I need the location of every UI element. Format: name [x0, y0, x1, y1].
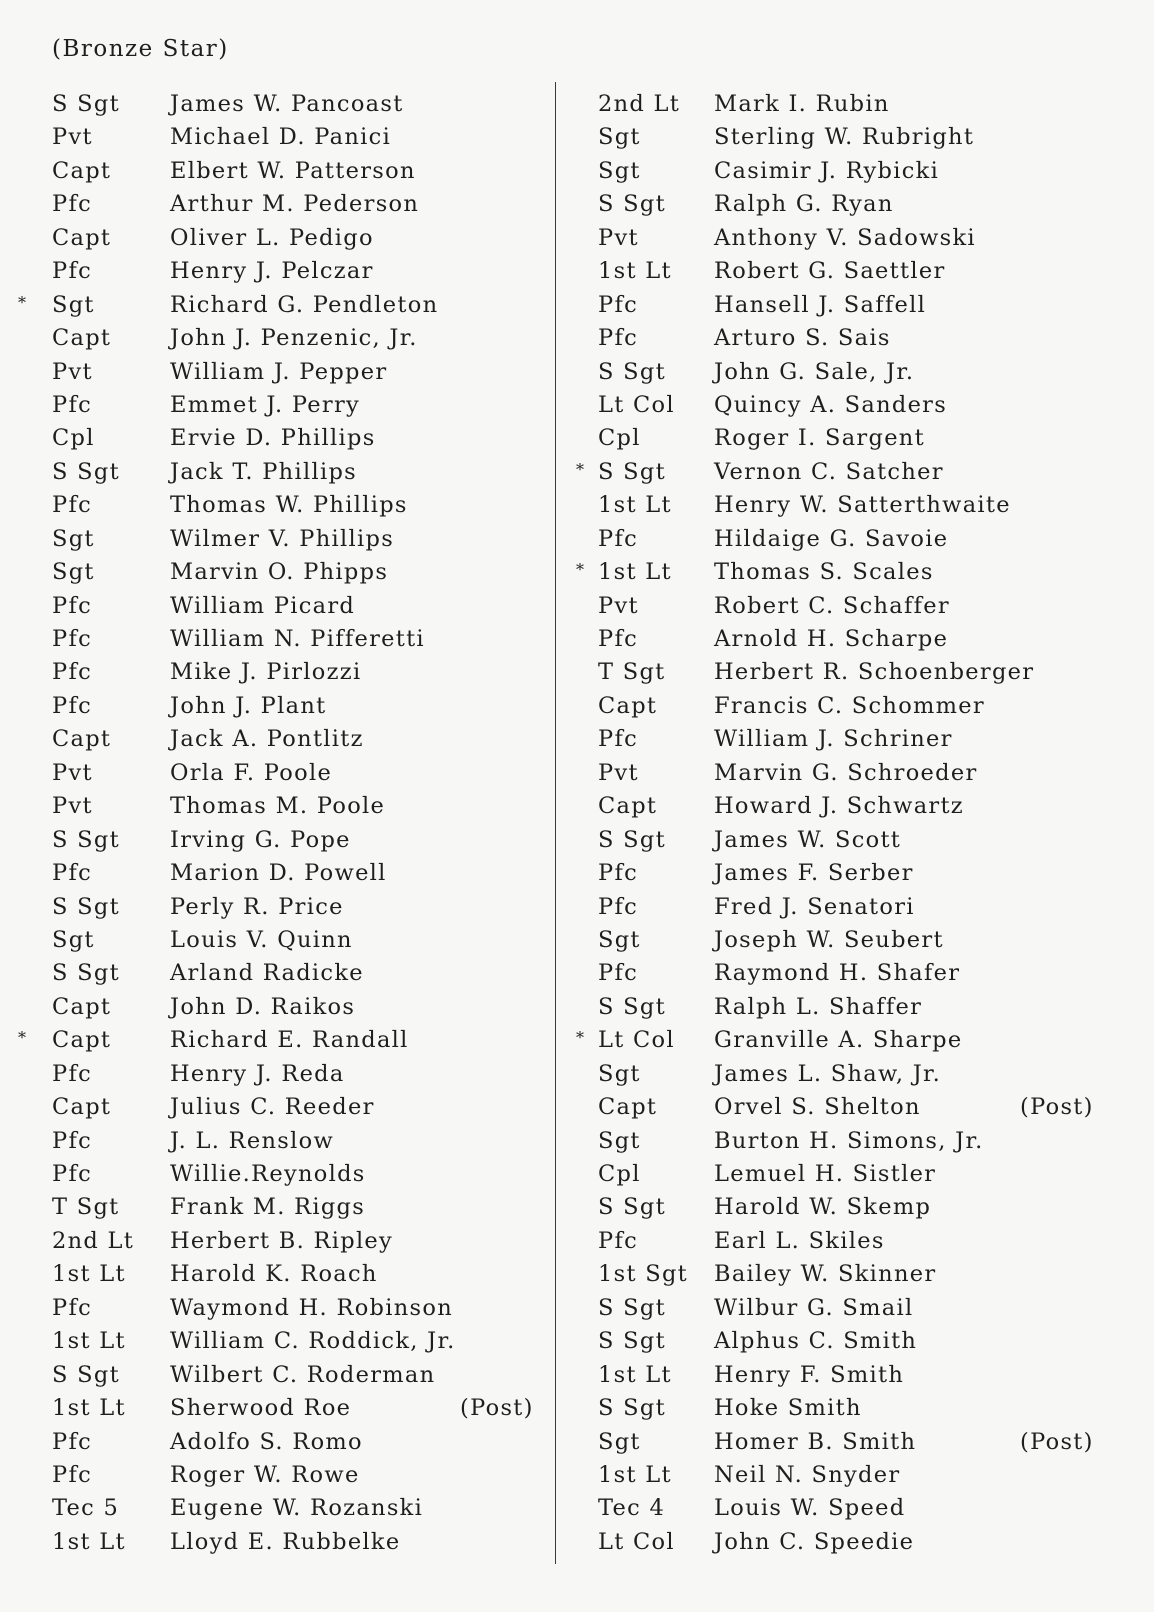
roster-entry — [18, 991, 538, 1024]
person-name: William C. Roddick, Jr. — [170, 1328, 456, 1355]
rank-label: Pfc — [52, 1294, 92, 1321]
person-name: Michael D. Panici — [170, 124, 392, 151]
person-name: Henry F. Smith — [714, 1361, 905, 1388]
person-name: Orvel S. Shelton — [714, 1094, 921, 1121]
rank-label: Pfc — [598, 860, 638, 887]
roster-entry — [18, 623, 538, 656]
roster-column-left — [18, 88, 538, 1559]
person-name: James L. Shaw, Jr. — [714, 1060, 942, 1087]
rank-label: S Sgt — [598, 1395, 666, 1422]
roster-entry — [560, 255, 1120, 288]
roster-entry — [18, 790, 538, 823]
roster-entry — [18, 489, 538, 522]
rank-label: Pvt — [52, 793, 93, 820]
roster-entry — [18, 1325, 538, 1358]
rank-label: Pfc — [52, 1461, 92, 1488]
roster-entry — [18, 857, 538, 890]
rank-label: Capt — [52, 1094, 112, 1121]
roster-entry — [18, 1158, 538, 1191]
person-name: Henry J. Pelczar — [170, 258, 374, 285]
person-name: Arland Radicke — [170, 960, 364, 987]
rank-label: Pvt — [598, 592, 639, 619]
person-name: James W. Scott — [714, 826, 902, 853]
person-name: Herbert B. Ripley — [170, 1227, 394, 1254]
column-divider — [555, 82, 556, 1564]
roster-entry — [18, 1091, 538, 1124]
roster-entry — [560, 623, 1120, 656]
person-name: James W. Pancoast — [170, 91, 404, 117]
roster-entry — [560, 1492, 1120, 1525]
person-name: Marvin G. Schroeder — [714, 759, 978, 786]
person-name: Marvin O. Phipps — [170, 559, 389, 586]
roster-entry — [560, 1024, 1120, 1057]
person-name: Ralph G. Ryan — [714, 191, 894, 218]
rank-label: Sgt — [598, 124, 641, 151]
person-name: William Picard — [170, 592, 356, 619]
rank-label: Pvt — [598, 759, 639, 786]
rank-label: Sgt — [52, 525, 95, 552]
rank-label: Cpl — [598, 1161, 641, 1187]
rank-label: S Sgt — [52, 91, 120, 117]
person-name: Louis W. Speed — [714, 1495, 906, 1522]
person-name: John J. Plant — [170, 692, 327, 719]
roster-entry — [560, 857, 1120, 890]
roster-entry — [18, 590, 538, 623]
person-name: Arthur M. Pederson — [170, 191, 420, 218]
rank-label: S Sgt — [598, 1328, 666, 1355]
roster-entry — [18, 690, 538, 723]
roster-entry — [560, 590, 1120, 623]
person-name: Vernon C. Satcher — [714, 458, 944, 485]
person-name: Julius C. Reeder — [170, 1094, 375, 1121]
person-name: Homer B. Smith — [714, 1428, 917, 1455]
person-name: Arturo S. Sais — [714, 325, 891, 352]
rank-label: Pfc — [52, 626, 92, 652]
rank-label: 1st Lt — [598, 1461, 672, 1488]
rank-label: Cpl — [52, 425, 95, 452]
rank-label: S Sgt — [52, 893, 120, 920]
rank-label: Sgt — [52, 291, 95, 318]
rank-label: Capt — [52, 726, 112, 753]
person-name: Eugene W. Rozanski — [170, 1495, 424, 1522]
roster-entry — [18, 222, 538, 255]
roster-entry — [18, 1526, 538, 1559]
roster-entry — [560, 824, 1120, 857]
rank-label: S Sgt — [598, 826, 666, 853]
person-name: Richard E. Randall — [170, 1027, 409, 1054]
roster-entry — [560, 656, 1120, 689]
roster-entry — [560, 1325, 1120, 1358]
rank-label: 1st Sgt — [598, 1261, 689, 1288]
post-note: (Post) — [460, 1395, 534, 1422]
rank-label: Sgt — [598, 1428, 641, 1455]
page-heading: (Bronze Star) — [52, 36, 229, 62]
person-name: William J. Pepper — [170, 358, 388, 385]
rank-label: 2nd Lt — [598, 91, 681, 117]
rank-label: Lt Col — [598, 391, 675, 418]
roster-entry — [18, 1359, 538, 1392]
roster-entry — [18, 121, 538, 154]
star-marker: * — [18, 1028, 28, 1048]
roster-entry — [560, 389, 1120, 422]
person-name: Burton H. Simons, Jr. — [714, 1127, 984, 1154]
person-name: Marion D. Powell — [170, 860, 387, 887]
roster-entry — [560, 891, 1120, 924]
person-name: John G. Sale, Jr. — [714, 358, 915, 385]
roster-entry — [560, 723, 1120, 756]
person-name: Ralph L. Shaffer — [714, 993, 923, 1020]
person-name: Waymond H. Robinson — [170, 1294, 454, 1321]
rank-label: 1st Lt — [52, 1528, 126, 1555]
roster-entry — [18, 1024, 538, 1057]
roster-entry — [18, 891, 538, 924]
person-name: Roger W. Rowe — [170, 1461, 360, 1488]
person-name: Bailey W. Skinner — [714, 1261, 937, 1288]
roster-entry — [560, 356, 1120, 389]
roster-entry — [18, 656, 538, 689]
person-name: John D. Raikos — [170, 993, 356, 1020]
rank-label: Tec 5 — [52, 1495, 120, 1522]
star-marker: * — [576, 459, 586, 479]
rank-label: 1st Lt — [52, 1261, 126, 1288]
roster-entry — [560, 556, 1120, 589]
person-name: Thomas M. Poole — [170, 793, 386, 820]
person-name: Robert C. Schaffer — [714, 592, 950, 619]
rank-label: S Sgt — [598, 1194, 666, 1221]
roster-entry — [560, 1359, 1120, 1392]
person-name: Oliver L. Pedigo — [170, 224, 374, 251]
person-name: Henry W. Satterthwaite — [714, 492, 1011, 519]
rank-label: S Sgt — [598, 993, 666, 1020]
roster-entry — [18, 356, 538, 389]
roster-entry — [560, 1158, 1120, 1191]
rank-label: Sgt — [598, 1060, 641, 1087]
person-name: Harold K. Roach — [170, 1261, 378, 1288]
person-name: Thomas W. Phillips — [170, 492, 408, 519]
roster-entry — [18, 1292, 538, 1325]
roster-entry — [18, 1258, 538, 1291]
person-name: J. L. Renslow — [170, 1127, 335, 1154]
star-marker: * — [576, 560, 586, 580]
rank-label: Pfc — [52, 860, 92, 887]
roster-entry — [18, 1058, 538, 1091]
person-name: Harold W. Skemp — [714, 1194, 932, 1221]
person-name: John C. Speedie — [714, 1528, 915, 1555]
roster-entry — [560, 757, 1120, 790]
roster-entry — [560, 1058, 1120, 1091]
rank-label: Lt Col — [598, 1528, 675, 1555]
roster-entry — [18, 456, 538, 489]
rank-label: Pfc — [598, 525, 638, 552]
roster-entry — [560, 155, 1120, 188]
rank-label: Pvt — [52, 358, 93, 385]
person-name: Irving G. Pope — [170, 826, 351, 853]
rank-label: Pvt — [52, 759, 93, 786]
person-name: Robert G. Saettler — [714, 258, 946, 285]
person-name: Wilbert C. Roderman — [170, 1361, 436, 1388]
person-name: Henry J. Reda — [170, 1060, 345, 1087]
post-note: (Post) — [1020, 1094, 1094, 1121]
roster-entry — [18, 924, 538, 957]
person-name: Wilmer V. Phillips — [170, 525, 395, 552]
roster-entry — [18, 757, 538, 790]
rank-label: 2nd Lt — [52, 1227, 135, 1254]
person-name: Frank M. Riggs — [170, 1194, 366, 1221]
person-name: Neil N. Snyder — [714, 1461, 901, 1488]
rank-label: Pvt — [598, 224, 639, 251]
rank-label: S Sgt — [598, 191, 666, 218]
roster-entry — [560, 1392, 1120, 1425]
person-name: Adolfo S. Romo — [170, 1428, 363, 1455]
rank-label: Pfc — [598, 1227, 638, 1254]
roster-entry — [560, 690, 1120, 723]
roster-entry — [560, 991, 1120, 1024]
rank-label: Sgt — [598, 1127, 641, 1154]
roster-entry — [18, 1191, 538, 1224]
person-name: Hoke Smith — [714, 1395, 862, 1422]
person-name: Jack A. Pontlitz — [170, 726, 364, 753]
roster-entry — [18, 188, 538, 221]
roster-entry — [560, 422, 1120, 455]
rank-label: Tec 4 — [598, 1495, 666, 1522]
person-name: Lloyd E. Rubbelke — [170, 1528, 401, 1555]
roster-entry — [18, 556, 538, 589]
roster-entry — [18, 422, 538, 455]
roster-entry — [18, 957, 538, 990]
rank-label: S Sgt — [52, 826, 120, 853]
roster-entry — [18, 389, 538, 422]
roster-entry — [18, 155, 538, 188]
rank-label: Capt — [52, 157, 112, 184]
roster-entry — [560, 1292, 1120, 1325]
person-name: John J. Penzenic, Jr. — [170, 325, 418, 352]
roster-column-right — [560, 88, 1120, 1559]
roster-entry — [560, 523, 1120, 556]
rank-label: Pfc — [52, 1161, 92, 1187]
person-name: Ervie D. Phillips — [170, 425, 376, 452]
rank-label: Pfc — [52, 1060, 92, 1087]
rank-label: T Sgt — [598, 659, 666, 686]
rank-label: Sgt — [52, 559, 95, 586]
person-name: James F. Serber — [714, 860, 914, 887]
rank-label: Pfc — [52, 659, 92, 686]
rank-label: Pfc — [52, 258, 92, 285]
person-name: Earl L. Skiles — [714, 1227, 885, 1254]
rank-label: S Sgt — [52, 1361, 120, 1388]
person-name: Granville A. Sharpe — [714, 1027, 963, 1054]
person-name: Herbert R. Schoenberger — [714, 659, 1035, 686]
rank-label: S Sgt — [598, 358, 666, 385]
person-name: Casimir J. Rybicki — [714, 157, 940, 184]
person-name: Emmet J. Perry — [170, 391, 361, 418]
roster-entry — [560, 322, 1120, 355]
rank-label: Capt — [52, 993, 112, 1020]
person-name: Lemuel H. Sistler — [714, 1161, 937, 1187]
roster-entry — [560, 1426, 1120, 1459]
rank-label: Pfc — [598, 291, 638, 318]
roster-entry — [560, 88, 1120, 121]
person-name: Richard G. Pendleton — [170, 291, 439, 318]
rank-label: 1st Lt — [52, 1395, 126, 1422]
rank-label: T Sgt — [52, 1194, 120, 1221]
person-name: Mike J. Pirlozzi — [170, 659, 362, 686]
roster-entry — [560, 1258, 1120, 1291]
rank-label: 1st Lt — [598, 492, 672, 519]
person-name: Hansell J. Saffell — [714, 291, 927, 318]
person-name: Raymond H. Shafer — [714, 960, 961, 987]
rank-label: Pfc — [598, 325, 638, 352]
roster-entry — [560, 1526, 1120, 1559]
person-name: Roger I. Sargent — [714, 425, 925, 452]
rank-label: 1st Lt — [598, 258, 672, 285]
rank-label: Capt — [598, 692, 658, 719]
roster-entry — [18, 1492, 538, 1525]
person-name: Mark I. Rubin — [714, 91, 890, 117]
roster-entry — [560, 957, 1120, 990]
roster-entry — [18, 1459, 538, 1492]
rank-label: Lt Col — [598, 1027, 675, 1054]
star-marker: * — [18, 292, 28, 312]
rank-label: Capt — [52, 224, 112, 251]
rank-label: Cpl — [598, 425, 641, 452]
roster-entry — [560, 188, 1120, 221]
person-name: Willie.Reynolds — [170, 1161, 366, 1187]
roster-entry — [18, 255, 538, 288]
roster-entry — [18, 88, 538, 121]
roster-entry — [560, 924, 1120, 957]
rank-label: Pfc — [52, 1428, 92, 1455]
roster-entry — [18, 289, 538, 322]
rank-label: Pvt — [52, 124, 93, 151]
roster-entry — [560, 790, 1120, 823]
person-name: Joseph W. Seubert — [714, 926, 944, 953]
rank-label: Capt — [598, 793, 658, 820]
roster-entry — [560, 289, 1120, 322]
person-name: Elbert W. Patterson — [170, 157, 416, 184]
roster-entry — [18, 824, 538, 857]
rank-label: Pfc — [52, 191, 92, 218]
roster-entry — [18, 523, 538, 556]
star-marker: * — [576, 1028, 586, 1048]
rank-label: 1st Lt — [52, 1328, 126, 1355]
roster-entry — [18, 1426, 538, 1459]
rank-label: Sgt — [52, 926, 95, 953]
person-name: Sterling W. Rubright — [714, 124, 975, 151]
rank-label: Pfc — [52, 692, 92, 719]
roster-entry — [560, 121, 1120, 154]
person-name: Thomas S. Scales — [714, 559, 934, 586]
person-name: Francis C. Schommer — [714, 692, 985, 719]
roster-entry — [18, 1125, 538, 1158]
person-name: Sherwood Roe — [170, 1395, 352, 1422]
roster-entry — [560, 1225, 1120, 1258]
rank-label: Sgt — [598, 926, 641, 953]
rank-label: Capt — [598, 1094, 658, 1121]
roster-entry — [560, 1091, 1120, 1124]
rank-label: S Sgt — [52, 960, 120, 987]
rank-label: 1st Lt — [598, 1361, 672, 1388]
person-name: Howard J. Schwartz — [714, 793, 964, 820]
person-name: Fred J. Senatori — [714, 893, 915, 920]
rank-label: Sgt — [598, 157, 641, 184]
rank-label: Pfc — [598, 626, 638, 652]
person-name: Quincy A. Sanders — [714, 391, 948, 418]
person-name: Orla F. Poole — [170, 759, 333, 786]
roster-entry — [560, 1459, 1120, 1492]
rank-label: Pfc — [52, 592, 92, 619]
rank-label: 1st Lt — [598, 559, 672, 586]
roster-entry — [18, 723, 538, 756]
rank-label: Pfc — [598, 726, 638, 753]
person-name: Hildaige G. Savoie — [714, 525, 949, 552]
roster-entry — [560, 456, 1120, 489]
person-name: Perly R. Price — [170, 893, 344, 920]
person-name: Alphus C. Smith — [714, 1328, 918, 1355]
rank-label: Pfc — [598, 960, 638, 987]
person-name: Wilbur G. Smail — [714, 1294, 914, 1321]
person-name: Jack T. Phillips — [170, 458, 357, 485]
rank-label: Pfc — [52, 492, 92, 519]
roster-entry — [560, 222, 1120, 255]
post-note: (Post) — [1020, 1428, 1094, 1455]
rank-label: S Sgt — [598, 458, 666, 485]
roster-entry — [560, 1125, 1120, 1158]
person-name: Arnold H. Scharpe — [714, 626, 949, 652]
roster-entry — [560, 1191, 1120, 1224]
person-name: William N. Pifferetti — [170, 626, 425, 652]
rank-label: S Sgt — [52, 458, 120, 485]
rank-label: Pfc — [52, 391, 92, 418]
roster-entry — [18, 1392, 538, 1425]
rank-label: Capt — [52, 325, 112, 352]
roster-entry — [560, 489, 1120, 522]
roster-entry — [18, 322, 538, 355]
rank-label: Pfc — [52, 1127, 92, 1154]
person-name: William J. Schriner — [714, 726, 953, 753]
person-name: Louis V. Quinn — [170, 926, 353, 953]
rank-label: Capt — [52, 1027, 112, 1054]
rank-label: S Sgt — [598, 1294, 666, 1321]
roster-entry — [18, 1225, 538, 1258]
rank-label: Pfc — [598, 893, 638, 920]
person-name: Anthony V. Sadowski — [714, 224, 976, 251]
